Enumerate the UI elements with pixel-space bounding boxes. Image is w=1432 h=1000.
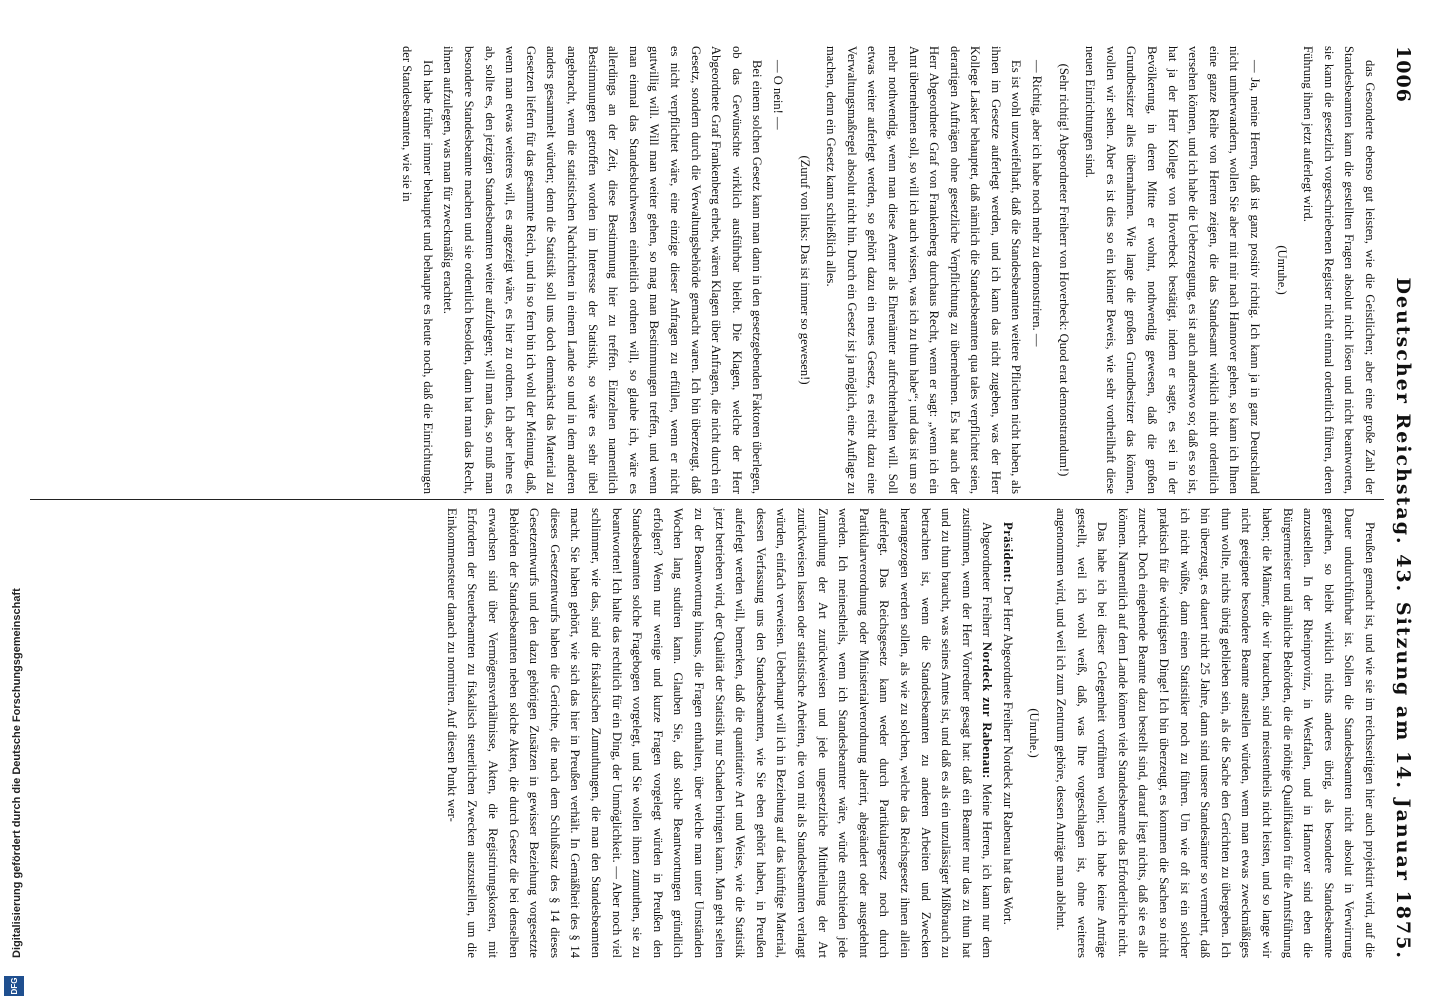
interjection: (Unruhe.) [1027,708,1042,758]
paragraph: Ich habe früher immer behauptet und behaupte es heute noch, daß die Einrichtungen der Standesbeamten, wie sie in [400,46,435,494]
page-header [1388,46,1418,960]
interjection: (Sehr richtig! Abgeordneter Freiherr von Hoverbeck: Quod erat demonstrandum!) [1056,63,1071,477]
speaker-name: Präsident: [1000,522,1015,583]
speaker-paragraph: Präsident: Der Herr Abgeordnete Freiherr Nordeck zur Rabenau hat das Wort. [1000,522,1015,925]
page-title: Deutscher Reichstag. 43. Sitzung am 14. Januar 1875. [1392,277,1414,960]
speaker-paragraph: Abgeordneter Freiherr Nordeck zur Rabenau: Meine Herren, ich kann nur dem zustimmen, wenn der Herr Vorredner gesagt hat: daß ein Beamter nur das zu thun hat und zu thun braucht, was seines Amtes ist, und daß es als ein unzulässiger Mißbrauch zu betrachten ist, wenn die Standesbeamten zu anderen Arbeiten und Zwecken herangezogen werden sollen, als wie zu solchen, welche das Reichsgesetz ihnen allein auferlegt. Das Reichsgesetz kann weder durch Partikulargesetz noch durch Partikularverordnung oder Ministerialverordnung alterirt, abgeändert oder ausgedehnt werden. Ich meinestheils, wenn ich Standesbeamter wäre, würde entschieden jede Zumuthung der Art zurückweisen und jede ungesetzliche Mittheilung der Art zurückweisen lassen oder statistische Arbeiten, die von mit als Standesbeamten verlangt würden, einfach verweisen. Ueberhaupt will ich in Beziehung auf das künftige Material, dessen Verfassung uns den Standesbeamten, wie Sie eben gehört haben, in Preußen auferlegt werden will, bemerken, daß die quantitative Art und Weise, wie die Statistik jetzt betrieben wird, der Qualität der Statistik nur Schaden bringen kann. Man geht selten zu der Beantwortung hinaus, die Fragen enthalten, über welche man unter Umständen Wochen lang studiren kann. Glauben Sie, daß solche Beantwortungen gründlich erfolgen? Wenn nur wenige und kurze Fragen vorgelegt würden in Preußen den Standesbeamten solche Fragebogen vorgelegt, und Sie wollen ihnen zumuthen, sie zu beantworten! Ich halte das rechtlich für ein Ding, der Unmöglichkeit. — Aber noch viel schlimmer, wie das, sind die fiskalischen Zumuthungen, die man den Standesbeamten macht. Sie haben gehört, wie sich das hier in Preußen verhält. In Gemäßheit des § 14 dieses Gesetzentwurfs haben die Gerichte, die nach dem Schlußsatz des § 14 dieses Gesetzentwurfs und den dazu gehörigen Zusätzen in gewisser Beziehung vorgesetzte Behörden der Standesbeamten neben solche Akten, die durch Gesetz die bei denselben erwachsen sind über Vermögensverhältnisse, Akten, die Registrirungskosten, mit Erfordern der Steuerbeamten zu fiskalisch steuerlichen Zwecken auszustellen, um die Einkommensteuer danach zu normiren. Auf diesen Punkt wer- [444,508,995,959]
paragraph: — Richtig, aber ich habe noch mehr zu demonstriren. — [1030,60,1045,347]
paragraph: Preußen gemacht ist, und wie sie im reichsseitigen hier auch projektirt wird, auf die Dauer undurchführbar ist. Sollen die Standesbeamten nicht absolut in Verwirrung gerathen, so bleibt wirklich nichts anderes übrig, als besondere Standesbeamte anzustellen. In der Rheinprovinz, in Westfalen, und in Hannover sind eben die Bürgermeister und ähnliche Behörden, die die nöthige Qualifikation für die Amtsführung haben; die Männer, die wir brauchen, sind meistentheils nicht leisten, und so lange wir nicht geeignete besondere Beamte anstellen würden, wenn man etwas zweckmäßiges thun wollte, nichts übrig geblieben sein, als die Sache den Gerichten zu übergeben. Ich bin überzeugt, es dauert nicht 25 Jahre, dann sind unsere Standesämter so vermehrt, daß ich nicht wüßte, dann einen Statistiker noch zu führen. Um wie oft ist ein solcher praktisch für die wichtigsten Dinge! Ich bin überzeugt, es kommen die Sachen so nicht zurecht. Doch eingehende Beamte dazu bestellt sind, darauf liegt nichts, daß sie es alle können. Namentlich auf dem Lande können viele Standesbeamte das Erforderliche nicht. [1115,508,1377,958]
column-divider [20,499,1384,500]
paragraph: Es ist wohl unzweifelhaft, daß die Standesbeamten weitere Pflichten nicht haben, als ihnen im Gesetze auferlegt werden, und ich kann das nicht zugeben, was der Herr Kollege Lasker behauptet, daß nämlich die Standesbeamten qua tales verpflichtet seien, derartigen Aufträgen ohne gesetzliche Verpflichtung zu übernehmen. Es hat auch der Herr Abgeordnete Graf von Frankenberg durchaus Recht, wenn er sagt: „wenn ich ein Amt übernehmen soll, so will ich auch wissen, was ich zu thun habe“; und das ist um so mehr nothwendig, wenn man diese Aemter als Ehrenämter aufrechterhalten will. Soll etwas weiter auferlegt werden, so gehört dazu ein neues Gesetz, es reicht dazu eine Verwaltungsmaßregel absolut nicht hin. Durch ein Gesetz ist ja möglich, eine Auflage zu machen, denn ein Gesetz kann schließlich alles. [824,46,1024,494]
paragraph: — O nein! — [770,60,785,130]
dfg-logo-icon: DFG [4,976,24,996]
text-column-right [16,508,1380,958]
text-column-left [16,46,1380,494]
interjection: (Zuruf von links: Das ist immer so gewesen!) [797,155,812,385]
page-number: 1006 [1392,46,1414,103]
digitization-note: Digitalisierung gefördert durch die Deutsche Forschungsgemeinschaft [11,588,23,958]
digitization-stamp [0,0,30,1000]
paragraph: — Ja, meine Herren, daß ist ganz positiv richtig. Ich kann ja in ganz Deutschland nicht umherwandern, wollen Sie aber mit mir nach Hannover gehen, so kann ich Ihnen eine ganze Reihe von Herren zeigen, die das Standesamt wirklich nicht ordentlich versehen können, und ich habe die Ueberzeugung, es ist auch anderswo so; daß es so ist, hat ja der Herr Kollege von Hoverbeck bestätigt, indem er sagte, es sei in der Bevölkerung, in deren Mitte er wohnt, nothwendig gewesen, daß die großen Grundbesitzer alles übernahmen. Wie lange die großen Grundbesitzer das können, wollen wir sehen. Aber es ist dies so ein kleiner Beweis, wie sehr vortheilhaft diese neuen Einrichtungen sind. [1083,46,1263,494]
paragraph: das Gesonderte ebenso gut leisten, wie die Geistlichen; aber eine große Zahl der Standesbeamten kann die gestellten Fragen absolut nicht lösen und nicht beantworten, sie kann die gesetzlich vorgeschriebenen Register nicht einmal ordentlich führen, deren Führung ihnen jetzt auferlegt wird. [1301,46,1377,494]
paragraph: Bei einem solchen Gesetz kann man dann in den gesetzgebenden Faktoren überlegen, ob das Gewünschte wirklich ausführbar bleibt. Die Klagen, welche der Herr Abgeordnete Graf Frankenberg erhebt, wären Klagen über Anfragen, die nicht durch ein Gesetz, sondern durch die Verwaltungsbehörde gemacht waren. Ich bin überzeugt, daß es nicht verpflichtet wäre, eine einzige dieser Anfragen zu erfüllen, wenn er nicht gutwillig will. Will man weiter gehen, so mag man Bestimmungen treffen, und wenn man einmal das Standesbuchwesen einheitlich ordnen will, so glaube ich, wäre es allerdings an der Zeit, diese Bestimmung hier zu treffen. Einzelnen namentlich Bestimmungen getroffen worden im Interesse der Statistik, so wäre es sehr übel angebracht, wenn die statistischen Nachrichten in einem Lande so und in dem anderen anders gesammelt würden; denn die Statistik soll uns doch demnächst das Material zu Gesetzen liefern für das gesammte Reich, und in so fern bin ich wohl der Meinung, daß, wenn man etwas weiteres will, es angezeigt wäre, es hier zu ordnen. Ich aber lehne es ab, sollte es, den jetzigen Standesbeamten weiter aufzulegen; will man das, so muß man besondere Standesbeamte machen und sie ordentlich besolden, dann hat man das Recht, ihnen aufzulegen, was man für zweckmäßig erachtet. [441,46,765,494]
speaker-name: Nordeck zur Rabenau: [980,642,995,779]
interjection: (Unruhe.) [1274,245,1289,295]
paragraph: Das habe ich bei dieser Gelegenheit vorführen wollen; ich habe keine Anträge gestellt, weil ich wohl weiß, daß, was Ihre vorgeschlagen ist, ohne weiteres angenommen wird, und weil ich zum Zentrum gehöre, dessen Anträge man ablehnt. [1054,508,1110,958]
